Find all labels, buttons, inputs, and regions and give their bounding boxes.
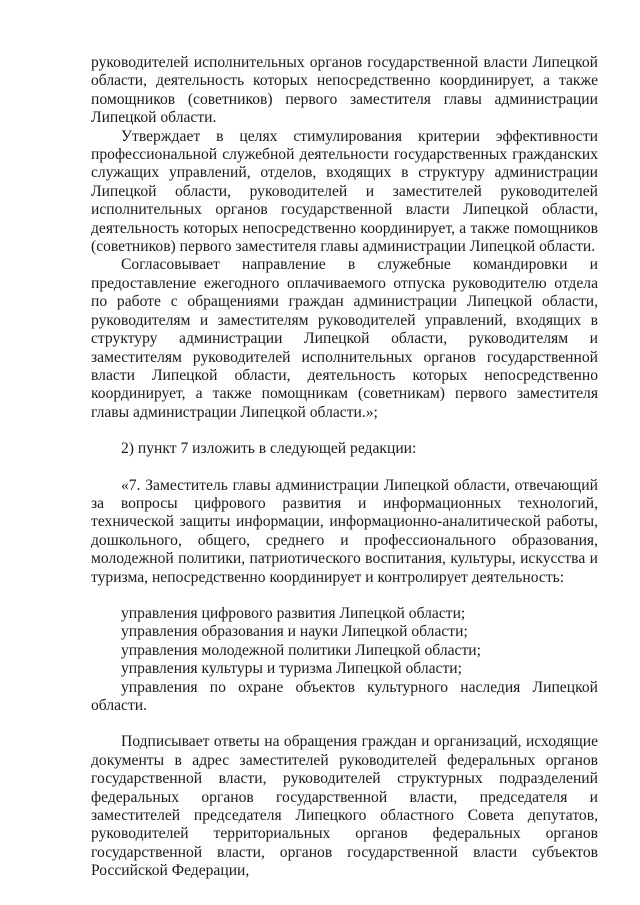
paragraph-signs-answers: Подписывает ответы на обращения граждан и организаций, исходящие документы в адрес заместителей руководителей федеральных органов государственной власти, руководителей структурных подразделений федеральных органов государственной власти, председателя и заместителей председателя Липецкого областного Совета депутатов, руководителей территориальных органов федеральных органов государственной власти, органов государственной власти субъектов Российской Федерации, [91, 733, 598, 880]
list-item: управления культуры и туризма Липецкой области; [121, 660, 462, 678]
paragraph-agrees-trips: Согласовывает направление в служебные командировки и предоставление ежегодного оплачиваемого отпуска руководителю отдела по работе с обращениями граждан администрации Липецкой области, руководителям и заместителям руководителей управлений, входящих в структуру администрации Липецкой области, руководителям и заместителям руководителей исполнительных органов государственной власти Липецкой области, деятельность которых непосредственно координирует, а также помощникам (советникам) первого заместителя главы администрации Липецкой области.»; [91, 256, 598, 421]
list-item: управления цифрового развития Липецкой области; [121, 604, 466, 622]
paragraph-continuation: руководителей исполнительных органов государственной власти Липецкой области, деятельность которых непосредственно координирует, а также помощников (советников) первого заместителя главы администрации Липецкой области. [91, 54, 598, 127]
list-item: управления по охране объектов культурного наследия Липецкой области. [91, 678, 598, 714]
paragraph-point-7: «7. Заместитель главы администрации Липецкой области, отвечающий за вопросы цифрового развития и информационных технологий, технической защиты информации, информационно-аналитической работы, дошкольного, общего, среднего и профессионального образования, молодежной политики, патриотического воспитания, культуры, искусства и туризма, непосредственно координирует и контролирует деятельность: [91, 476, 598, 586]
paragraph-point-2: 2) пункт 7 изложить в следующей редакции: [121, 440, 417, 458]
paragraph-approves-criteria: Утверждает в целях стимулирования критерии эффективности профессиональной служебной деятельности государственных гражданских служащих управлений, отделов, входящих в структуру администрации Липецкой области, руководителей и заместителей руководителей исполнительных органов государственной власти Липецкой области, деятельность которых непосредственно координирует, а также помощников (советников) первого заместителя главы администрации Липецкой области. [91, 127, 598, 256]
document-page [91, 54, 598, 881]
list-item: управления молодежной политики Липецкой области; [121, 641, 481, 659]
list-item: управления образования и науки Липецкой области; [121, 623, 468, 641]
